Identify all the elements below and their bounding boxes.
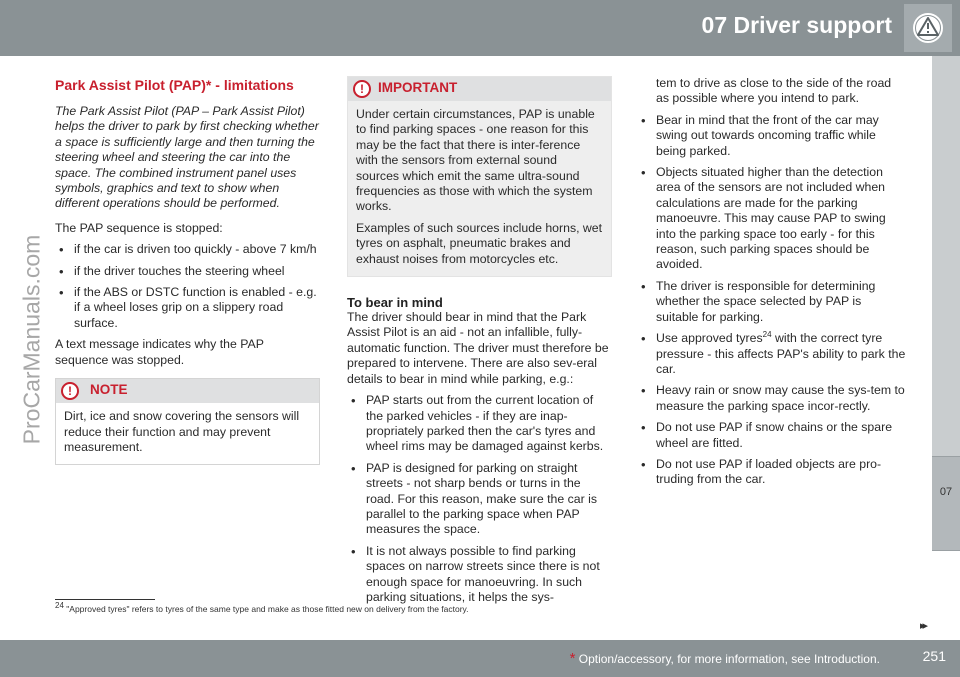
- important-label: IMPORTANT: [378, 80, 458, 95]
- list-item: • The driver is responsible for determining whether the space selected by PAP is suitable for parking.: [637, 279, 907, 325]
- column-3: [637, 76, 907, 494]
- column-1: [55, 76, 320, 465]
- stopped-intro: The PAP sequence is stopped:: [55, 220, 223, 235]
- section-heading: Park Assist Pilot (PAP)* - limitations: [55, 77, 294, 93]
- continued-text: tem to drive as close to the side of the road as possible where you intend to park.: [656, 76, 892, 106]
- page-header: [0, 0, 960, 56]
- list-item: • Bear in mind that the front of the car may swing out towards oncoming traffic while being parked.: [637, 113, 907, 159]
- chapter-title: 07 Driver support: [701, 12, 892, 38]
- list-item: • It is not always possible to find parking spaces on narrow streets since there is not enough space for manoeuvring. In such parking situations, it helps the sys-: [347, 544, 612, 606]
- mind-intro: The driver should bear in mind that the Park Assist Pilot is an aid - not an infallible, fully-automatic function. The driver must therefore be prepared to intervene. There are also sev-eral details to bear in mind while parking, e.g.:: [347, 310, 609, 386]
- footer-note: [570, 650, 880, 667]
- text-message-paragraph: A text message indicates why the PAP sequence was stopped.: [55, 337, 264, 367]
- list-item: • if the driver touches the steering wheel: [55, 264, 320, 279]
- mind-list-continued: [637, 113, 907, 488]
- watermark: ProCarManuals.com: [18, 234, 45, 445]
- chapter-side-tab-active[interactable]: [932, 456, 960, 551]
- footer-note-text: Option/accessory, for more information, see Introduction.: [575, 652, 880, 666]
- important-paragraph: Examples of such sources include horns, wet tyres on asphalt, pneumatic brakes and exhaust noises from motorcycles etc.: [356, 220, 603, 266]
- page-number: 251: [922, 648, 946, 664]
- footnote-divider: [55, 599, 155, 600]
- list-item: • PAP is designed for parking on straight streets - not sharp bends or turns in the road. For this reason, make sure the car is parallel to the parking space when PAP measures the space.: [347, 461, 612, 538]
- page-footer: [0, 640, 960, 677]
- intro-paragraph: The Park Assist Pilot (PAP – Park Assist Pilot) helps the driver to park by first checking whether a space is sufficiently large and then turning the steering wheel and steering the car into the space. The combined instrument panel uses symbols, graphics and text to show when different operations should be performed.: [55, 104, 319, 211]
- footnote-text: "Approved tyres" refers to tyres of the same type and make as those fitted new on delivery from the factory.: [63, 604, 469, 614]
- column-2: [347, 76, 612, 611]
- list-item: • Do not use PAP if snow chains or the spare wheel are fitted.: [637, 420, 907, 451]
- list-item: • Do not use PAP if loaded objects are pro-truding from the car.: [637, 457, 907, 488]
- option-star: *: [569, 650, 576, 667]
- info-exclamation-icon: !: [61, 382, 79, 400]
- note-box: [55, 378, 320, 465]
- list-item: • Objects situated higher than the detection area of the sensors are not included when calculations are made for the parking manoeuvre. This may cause PAP to swing into the parking space too early - for this reason, such parking spaces should be avoided.: [637, 165, 907, 273]
- list-item-tyres: [637, 331, 907, 377]
- footnote-ref[interactable]: 24: [762, 330, 772, 339]
- note-header: [56, 379, 319, 403]
- list-item: • if the car is driven too quickly - above 7 km/h: [55, 242, 320, 257]
- tyres-text-end: with the correct tyre pressure - this affects PAP's ability to park the car.: [656, 331, 906, 376]
- next-page-arrows-icon[interactable]: ▸▸: [920, 620, 926, 632]
- important-body: [348, 101, 611, 276]
- chapter-side-tab-label: 07: [939, 486, 953, 498]
- list-item: • PAP starts out from the current location of the parked vehicles - if they are inap-propriately parked then the car's tyres and wheel rims may be damaged against kerbs.: [347, 393, 612, 455]
- footnote: [55, 601, 905, 614]
- note-label: NOTE: [90, 382, 128, 398]
- subheading: To bear in mind: [347, 295, 443, 311]
- note-text: Dirt, ice and snow covering the sensors will reduce their function and may prevent measurement.: [64, 409, 300, 454]
- list-item: • if the ABS or DSTC function is enabled - e.g. if a wheel loses grip on a slippery road surface.: [55, 285, 320, 331]
- stopped-list: [55, 242, 320, 331]
- important-box: [347, 76, 612, 277]
- warning-triangle-icon: [904, 4, 952, 52]
- list-item: • Heavy rain or snow may cause the sys-tem to measure the parking space incor-rectly.: [637, 383, 907, 414]
- important-paragraph: Under certain circumstances, PAP is unable to find parking spaces - one reason for this may be the fact that there is inter-ference with the sensors from external sound sources which emit the same ultra-sound frequencies as those with which the system works.: [356, 107, 595, 214]
- warning-exclamation-icon: !: [353, 80, 371, 98]
- important-header: [348, 77, 611, 101]
- footnote-number: 24: [55, 601, 64, 611]
- mind-list: [347, 393, 612, 605]
- tyres-text-start: Use approved tyres: [656, 331, 763, 346]
